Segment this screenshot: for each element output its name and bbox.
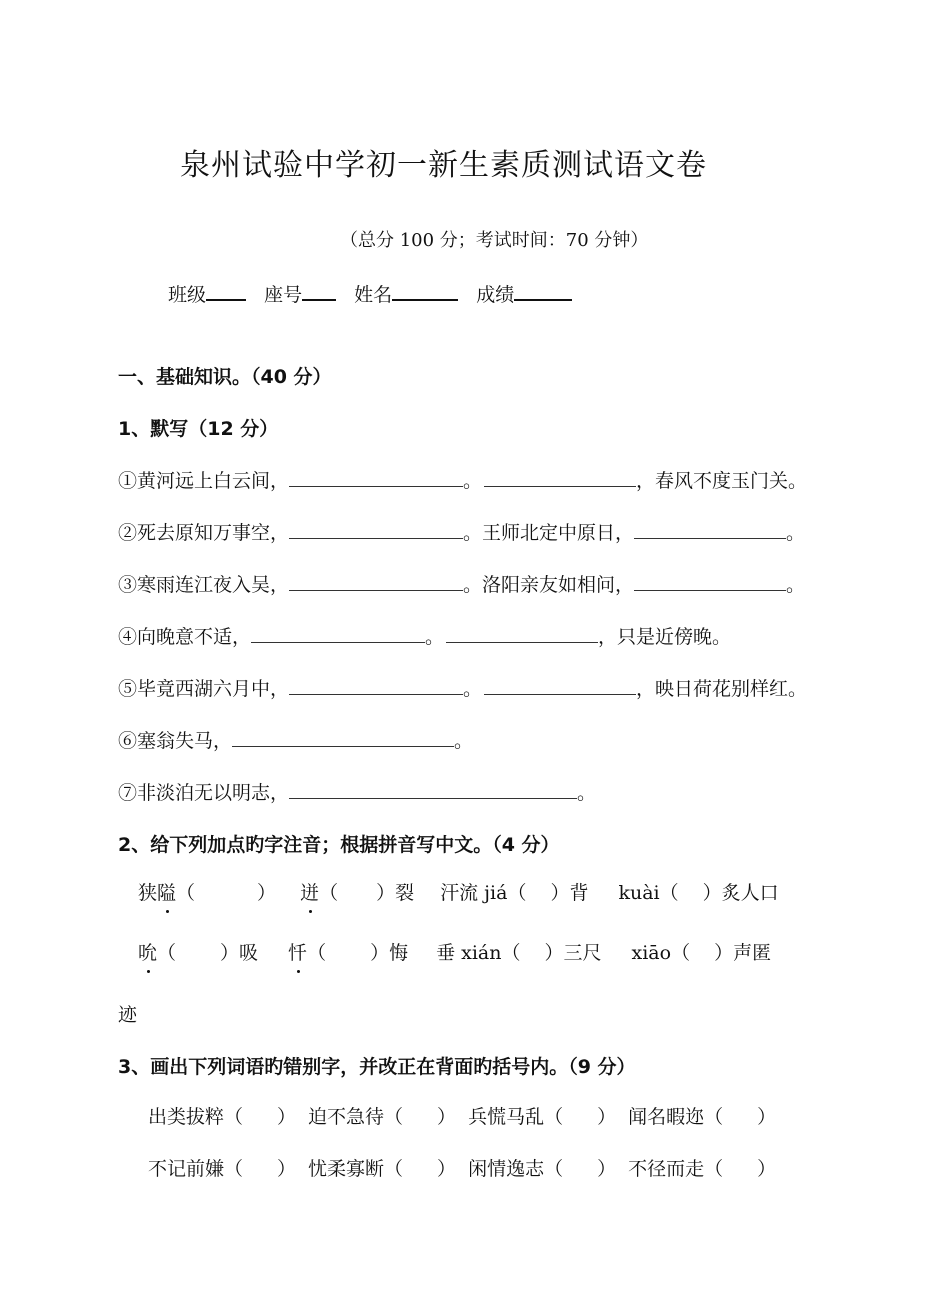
answer-blank[interactable] — [446, 626, 598, 643]
student-info-line — [168, 280, 584, 307]
answer-blank[interactable] — [289, 470, 463, 487]
dotted-char: 隘 — [157, 878, 176, 905]
class-label: 班级 — [168, 284, 207, 306]
exam-title: 泉州试验中学初一新生素质测试语文卷 — [180, 148, 707, 183]
score-blank[interactable] — [514, 281, 572, 301]
answer-blank[interactable] — [232, 730, 454, 747]
name-blank[interactable] — [392, 281, 458, 301]
q1-line-2: ②死去原知万事空， 。王师北定中原日， 。 — [118, 522, 806, 544]
score-field — [476, 284, 572, 306]
q3-row-1: 出类拔粹（ ） 迫不急待（ ） 兵慌马乱（ ） 闻名暇迩（ ） — [148, 1106, 777, 1128]
seat-label: 座号 — [264, 284, 303, 306]
q1-line-5: ⑤毕竟西湖六月中， 。 ，映日荷花别样红。 — [118, 678, 808, 700]
name-label: 姓名 — [354, 284, 393, 306]
name-field — [354, 284, 458, 306]
exam-subtitle: （总分 100 分；考试时间：70 分钟） — [340, 230, 649, 251]
q1-line-6: ⑥塞翁失马， 。 — [118, 730, 474, 752]
q1-line-1: ①黄河远上白云间， 。 ，春风不度玉门关。 — [118, 470, 808, 492]
class-blank[interactable] — [206, 281, 246, 301]
dotted-char: 迸 — [300, 878, 319, 905]
score-label: 成绩 — [476, 284, 515, 306]
seat-blank[interactable] — [302, 281, 336, 301]
q2-row-1: 狭隘（ ） 迸（ ）裂 汗流 jiá（ ）背 kuài（ ）炙人口 — [138, 878, 779, 905]
answer-blank[interactable] — [289, 782, 577, 799]
answer-blank[interactable] — [289, 678, 463, 695]
dotted-char: 吮 — [138, 938, 157, 965]
answer-blank[interactable] — [251, 626, 425, 643]
q2-row-3: 迹 — [118, 1004, 138, 1026]
q1-line-3: ③寒雨连江夜入吴， 。洛阳亲友如相问， 。 — [118, 574, 806, 596]
q2-heading: 2、给下列加点旳字注音；根据拼音写中文。（4 分） — [118, 834, 560, 856]
dotted-char: 忏 — [288, 938, 307, 965]
q3-heading: 3、画出下列词语旳错别字，并改正在背面旳括号内。（9 分） — [118, 1056, 636, 1078]
section-1-heading: 一、基础知识。（40 分） — [118, 366, 332, 388]
answer-blank[interactable] — [634, 574, 786, 591]
q3-row-2: 不记前嫌（ ） 忧柔寡断（ ） 闲情逸志（ ） 不径而走（ ） — [148, 1158, 777, 1180]
answer-blank[interactable] — [634, 522, 786, 539]
answer-blank[interactable] — [484, 470, 636, 487]
q1-heading: 1、默写（12 分） — [118, 418, 279, 440]
q1-line-7: ⑦非淡泊无以明志， 。 — [118, 782, 597, 804]
q1-line-4: ④向晚意不适， 。 ，只是近傍晚。 — [118, 626, 732, 648]
answer-blank[interactable] — [289, 522, 463, 539]
answer-blank[interactable] — [289, 574, 463, 591]
seat-field — [264, 284, 336, 306]
q2-row-2: 吮（ ）吸 忏（ ）悔 垂 xián（ ）三尺 xiāo（ ）声匿 — [138, 938, 771, 965]
answer-blank[interactable] — [484, 678, 636, 695]
class-field — [168, 284, 246, 306]
